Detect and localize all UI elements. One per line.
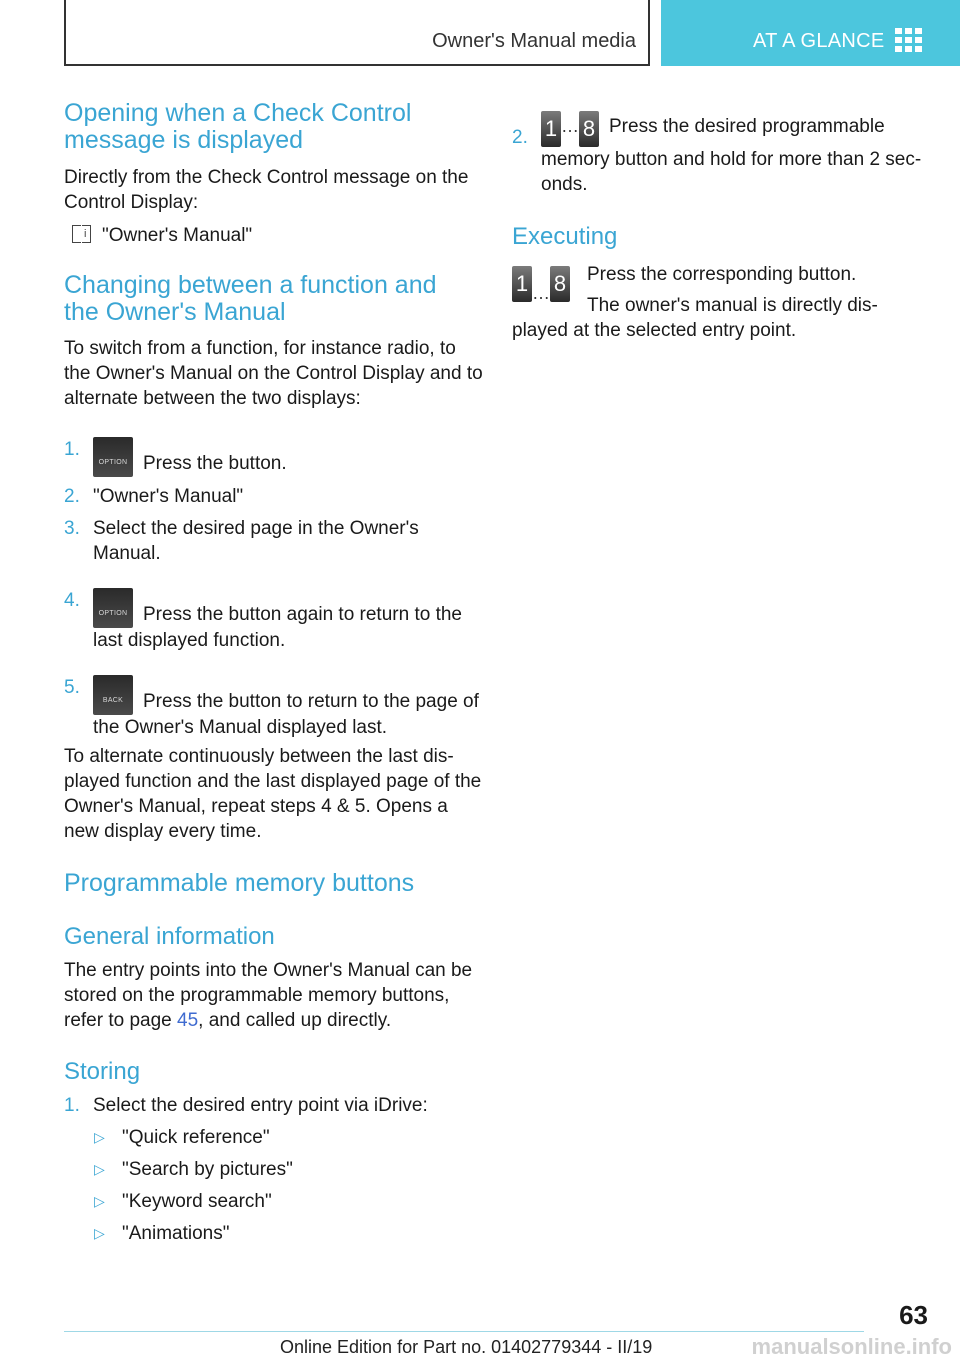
list-item: ▷ "Quick reference" xyxy=(94,1127,270,1148)
memory-dots: … xyxy=(532,283,550,303)
para-alternate: To alternate continuously between the last dis-played function and the last displayed page of the Owner's Manual, repeat steps 4 & 5. Opens a new display every time. xyxy=(64,746,482,842)
para-changing: To switch from a function, for instance radio, to the Owner's Manual on the Control Display and to alternate between the two displays: xyxy=(64,338,483,409)
exec-line-1: Press the corresponding button. xyxy=(587,264,857,285)
storing-step-2 xyxy=(512,111,932,197)
list-item: ▷ "Keyword search" xyxy=(94,1191,272,1212)
heading-changing: Changing between a function and the Owner's Manual xyxy=(64,271,437,326)
step-text: Press the desired programmable memory button and hold for more than 2 sec-onds. xyxy=(541,116,922,195)
owners-manual-book-icon: i xyxy=(72,225,92,243)
exec-line-2: The owner's manual is directly dis-played at the selected entry point. xyxy=(512,295,878,341)
back-button-icon: BACK xyxy=(93,675,133,715)
step-number: 1. xyxy=(64,1095,80,1116)
step-number: 2. xyxy=(512,127,528,148)
triangle-bullet-icon: ▷ xyxy=(94,1193,105,1209)
right-column xyxy=(512,100,932,343)
header-section-title: Owner's Manual media xyxy=(432,30,636,52)
step-number: 3. xyxy=(64,518,80,539)
step-number: 5. xyxy=(64,677,80,698)
memory-button-1-icon: 1 xyxy=(512,266,532,302)
step-number: 4. xyxy=(64,590,80,611)
triangle-bullet-icon: ▷ xyxy=(94,1161,105,1177)
heading-general: General information xyxy=(64,923,275,950)
step-3 xyxy=(64,516,484,566)
page-reference-link[interactable]: 45 xyxy=(177,1010,199,1031)
memory-button-8-icon: 8 xyxy=(579,111,599,147)
page-number: 63 xyxy=(899,1300,928,1330)
list-item: ▷ "Search by pictures" xyxy=(94,1159,293,1180)
step-number: 1. xyxy=(64,439,80,460)
step-number: 2. xyxy=(64,486,80,507)
triangle-bullet-icon: ▷ xyxy=(94,1225,105,1241)
executing-block xyxy=(512,262,932,343)
step-1 xyxy=(64,437,484,477)
step-text: Press the button again to return to the last displayed function. xyxy=(93,604,462,651)
storing-step-1 xyxy=(64,1093,484,1118)
header-chapter-title: AT A GLANCE xyxy=(753,30,885,52)
memory-button-8-icon: 8 xyxy=(550,266,570,302)
heading-executing: Executing xyxy=(512,223,618,250)
memory-buttons-graphic xyxy=(512,266,570,306)
footer-divider xyxy=(64,1331,864,1332)
step-4 xyxy=(64,588,484,653)
header-section-box xyxy=(64,0,650,66)
para-opening: Directly from the Check Control message on the Control Display: xyxy=(64,167,469,213)
step-text: Select the desired entry point via iDrive: xyxy=(93,1095,428,1116)
step-text: Select the desired page in the Owner's Manual. xyxy=(93,518,419,564)
owners-manual-menu-item: i "Owner's Manual" xyxy=(64,223,484,248)
list-item: ▷ "Animations" xyxy=(94,1223,230,1244)
heading-storing: Storing xyxy=(64,1058,141,1085)
step-text: Press the button to return to the page of the Owner's Manual displayed last. xyxy=(93,691,479,738)
step-text: "Owner's Manual" xyxy=(93,486,244,507)
heading-programmable: Programmable memory buttons xyxy=(64,869,415,897)
header-chapter-bar xyxy=(661,0,960,66)
step-5 xyxy=(64,675,484,740)
watermark: manualsonline.info xyxy=(751,1334,952,1359)
grid-menu-icon xyxy=(895,28,923,52)
option-button-icon: OPTION xyxy=(93,437,133,477)
para-general: The entry points into the Owner's Manual can be stored on the programmable memory buttons, refer to page 45, and called up directly. xyxy=(64,960,473,1031)
heading-opening: Opening when a Check Control message is displayed xyxy=(64,99,412,154)
left-column xyxy=(64,100,484,1246)
footer-edition: Online Edition for Part no. 01402779344 - II/19 xyxy=(280,1337,653,1357)
memory-dots: … xyxy=(561,116,579,136)
step-text: Press the button. xyxy=(143,453,287,474)
memory-button-1-icon: 1 xyxy=(541,111,561,147)
triangle-bullet-icon: ▷ xyxy=(94,1129,105,1145)
step-2 xyxy=(64,484,484,509)
option-button-icon: OPTION xyxy=(93,588,133,628)
